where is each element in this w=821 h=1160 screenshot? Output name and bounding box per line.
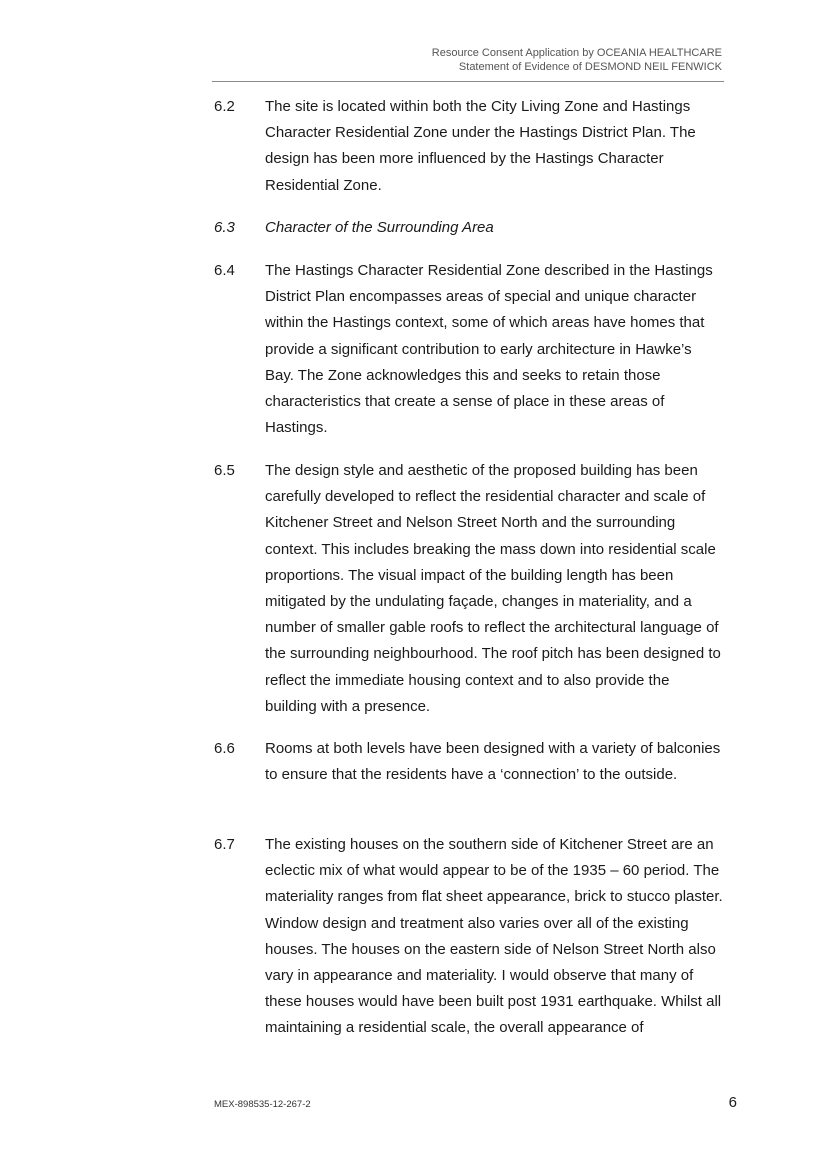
header-divider: [212, 81, 724, 82]
paragraph-text: Rooms at both levels have been designed with a variety of balconies to ensure that the residents have a ‘connection’ to the outside.: [265, 740, 721, 784]
document-reference: MEX-898535-12-267-2: [214, 1099, 311, 1110]
page-number: 6: [728, 1094, 737, 1111]
section-heading-text: Character of the Surrounding Area: [265, 219, 494, 236]
paragraph-text: The Hastings Character Residential Zone described in the Hastings District Plan encompasses areas of special and unique character within the Hastings context, some of which areas have homes that provide a significant contribution to early architecture in Hawke’s Bay. The Zone acknowledges this and seeks to retain those characteristics that create a sense of place in these areas of Hastings.: [265, 262, 713, 437]
paragraph-number: 6.5: [214, 462, 235, 479]
running-header: [212, 47, 722, 74]
paragraph-text: The design style and aesthetic of the proposed building has been carefully developed to reflect the residential character and scale of Kitchener Street and Nelson Street North and the surrounding context. This includes breaking the mass down into residential scale proportions. The visual impact of the building length has been mitigated by the undulating façade, changes in materiality, and a number of smaller gable roofs to reflect the architectural language of the surrounding neighbourhood. The roof pitch has been designed to reflect the immediate housing context and to also provide the building with a presence.: [265, 462, 721, 715]
paragraph-6-4: [214, 258, 724, 441]
header-line-statement: Statement of Evidence of DESMOND NEIL FENWICK: [458, 60, 722, 73]
paragraph-number: 6.2: [214, 98, 235, 115]
paragraph-6-6: [214, 736, 724, 788]
paragraph-6-7: [214, 832, 724, 1042]
paragraph-number: 6.3: [214, 219, 235, 236]
paragraph-number: 6.4: [214, 262, 235, 279]
paragraph-number: 6.7: [214, 836, 235, 853]
section-heading-6-3: [214, 215, 724, 241]
paragraph-text: The site is located within both the City Living Zone and Hastings Character Residential Zone under the Hastings District Plan. The design has been more influenced by the Hastings Character Residential Zone.: [265, 98, 696, 194]
header-line-application: Resource Consent Application by OCEANIA HEALTHCARE: [431, 47, 722, 59]
paragraph-6-5: [214, 458, 724, 720]
paragraph-number: 6.6: [214, 740, 235, 757]
paragraph-6-2: [214, 94, 724, 199]
paragraph-text: The existing houses on the southern side of Kitchener Street are an eclectic mix of what would appear to be of the 1935 – 60 period. The materiality ranges from flat sheet appearance, brick to stucco plaster. Window design and treatment also varies over all of the existing houses. The houses on the eastern side of Nelson Street North also vary in appearance and materiality. I would observe that many of these houses would have been built post 1931 earthquake. Whilst all maintaining a residential scale, the overall appearance of: [265, 836, 723, 1037]
